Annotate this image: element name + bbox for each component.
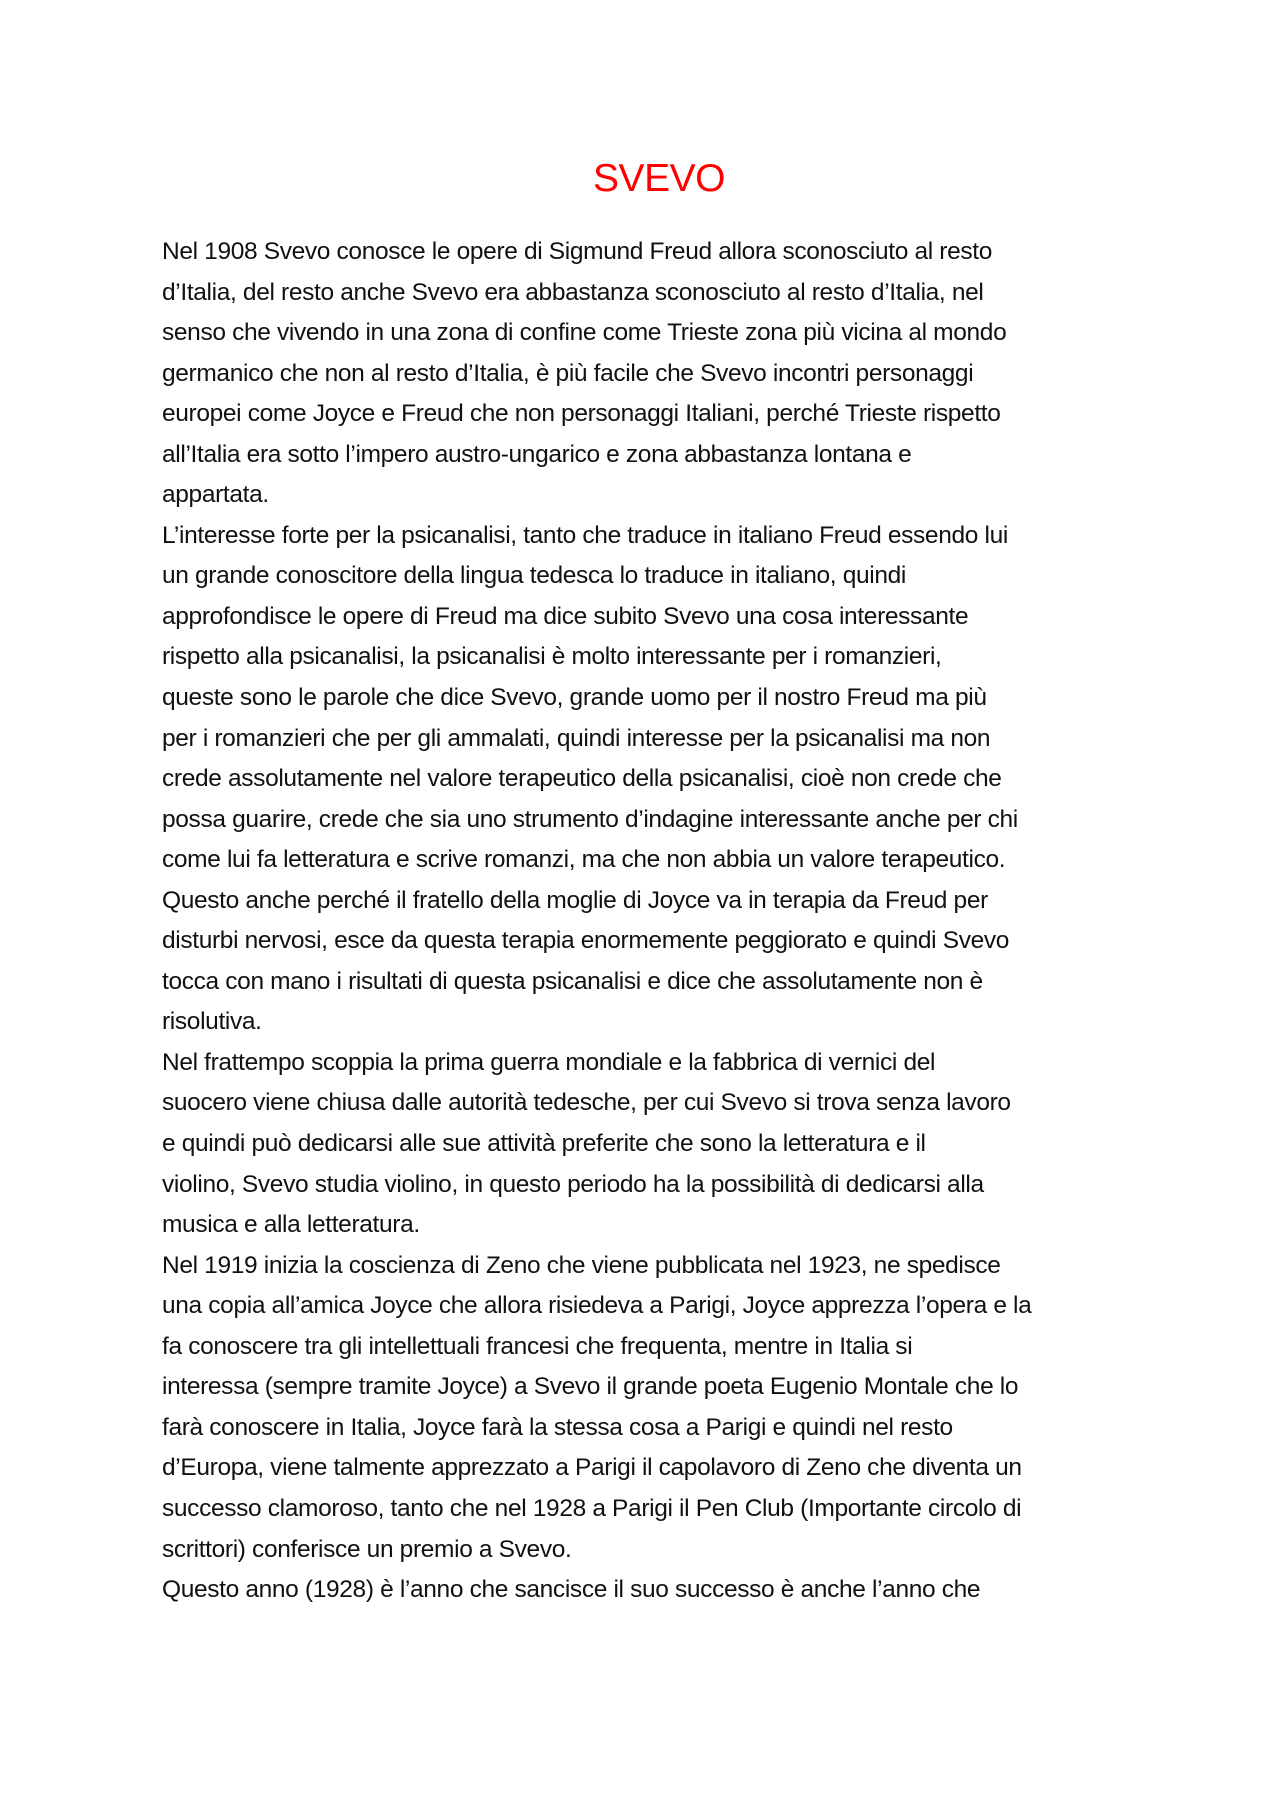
body-line: Questo anno (1928) è l’anno che sancisce il suo successo è anche l’anno che (162, 1576, 981, 1604)
body-line: senso che vivendo in una zona di confine come Trieste zona più vicina al mondo (162, 319, 1007, 347)
body-line: fa conoscere tra gli intellettuali francesi che frequenta, mentre in Italia si (162, 1332, 913, 1360)
body-line: successo clamoroso, tanto che nel 1928 a Parigi il Pen Club (Importante circolo di (162, 1494, 1022, 1522)
body-line: Nel frattempo scoppia la prima guerra mondiale e la fabbrica di vernici del (162, 1048, 936, 1076)
body-line: per i romanzieri che per gli ammalati, quindi interesse per la psicanalisi ma non (162, 724, 991, 752)
body-line: possa guarire, crede che sia uno strumento d’indagine interessante anche per chi (162, 805, 1018, 833)
body-line: interessa (sempre tramite Joyce) a Svevo il grande poeta Eugenio Montale che lo (162, 1373, 1019, 1401)
body-line: europei come Joyce e Freud che non personaggi Italiani, perché Trieste rispetto (162, 400, 1001, 428)
body-line: approfondisce le opere di Freud ma dice subito Svevo una cosa interessante (162, 602, 969, 630)
body-line: scrittori) conferisce un premio a Svevo. (162, 1535, 572, 1563)
body-line: all’Italia era sotto l’impero austro-ungarico e zona abbastanza lontana e (162, 440, 912, 468)
body-line: risolutiva. (162, 1008, 262, 1036)
body-line: queste sono le parole che dice Svevo, grande uomo per il nostro Freud ma più (162, 684, 987, 712)
body-line: come lui fa letteratura e scrive romanzi, ma che non abbia un valore terapeutico. (162, 846, 1006, 874)
body-line: farà conoscere in Italia, Joyce farà la stessa cosa a Parigi e quindi nel resto (162, 1413, 953, 1441)
body-line: L’interesse forte per la psicanalisi, tanto che traduce in italiano Freud essendo lui (162, 521, 1008, 549)
body-line: suocero viene chiusa dalle autorità tedesche, per cui Svevo si trova senza lavoro (162, 1089, 1011, 1117)
body-line: d’Italia, del resto anche Svevo era abbastanza sconosciuto al resto d’Italia, nel (162, 278, 984, 306)
document-title: SVEVO (593, 157, 725, 200)
body-line: crede assolutamente nel valore terapeutico della psicanalisi, cioè non crede che (162, 765, 1002, 793)
body-line: un grande conoscitore della lingua tedesca lo traduce in italiano, quindi (162, 562, 906, 590)
body-line: Nel 1919 inizia la coscienza di Zeno che viene pubblicata nel 1923, ne spedisce (162, 1251, 1001, 1279)
body-line: d’Europa, viene talmente apprezzato a Parigi il capolavoro di Zeno che diventa un (162, 1454, 1022, 1482)
body-line: rispetto alla psicanalisi, la psicanalisi è molto interessante per i romanzieri, (162, 643, 942, 671)
document-body (162, 232, 1162, 1611)
body-line: musica e alla letteratura. (162, 1211, 420, 1239)
body-line: appartata. (162, 481, 269, 509)
body-line: Nel 1908 Svevo conosce le opere di Sigmund Freud allora sconosciuto al resto (162, 238, 993, 265)
body-line: Questo anche perché il fratello della moglie di Joyce va in terapia da Freud per (162, 886, 988, 914)
body-line: violino, Svevo studia violino, in questo periodo ha la possibilità di dedicarsi alla (162, 1170, 984, 1198)
body-line: una copia all’amica Joyce che allora risiedeva a Parigi, Joyce apprezza l’opera e la (162, 1292, 1032, 1320)
body-line: tocca con mano i risultati di questa psicanalisi e dice che assolutamente non è (162, 967, 983, 995)
body-line: germanico che non al resto d’Italia, è più facile che Svevo incontri personaggi (162, 359, 974, 387)
body-line: disturbi nervosi, esce da questa terapia enormemente peggiorato e quindi Svevo (162, 927, 1010, 955)
body-line: e quindi può dedicarsi alle sue attività preferite che sono la letteratura e il (162, 1130, 926, 1158)
